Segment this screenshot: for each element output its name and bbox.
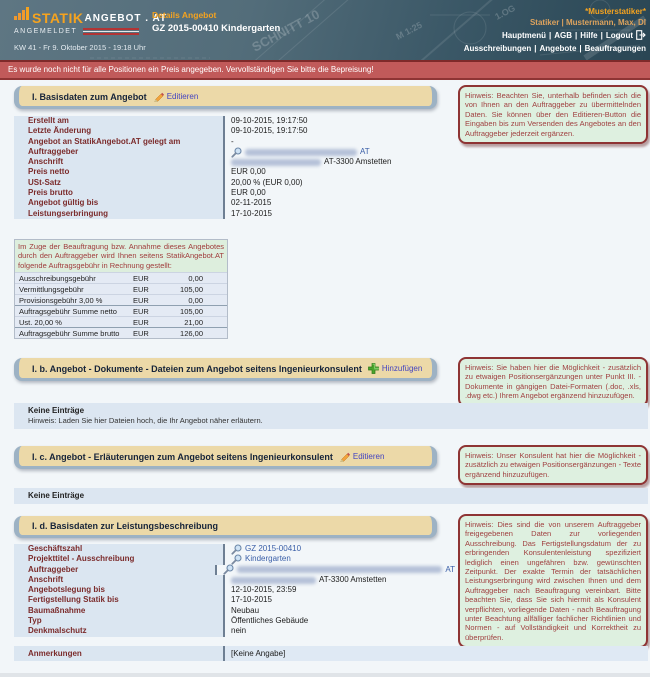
field-label: Angebotslegung bis bbox=[14, 585, 223, 595]
field-label: Baumaßnahme bbox=[14, 606, 223, 616]
field-row bbox=[14, 188, 455, 198]
field-label: Leistungserbringung bbox=[14, 209, 223, 219]
fee-row bbox=[15, 294, 227, 305]
field-value-text: 17-10-2015 bbox=[231, 595, 272, 605]
user-role-badge: *Musterstatiker* bbox=[585, 7, 646, 16]
field-value bbox=[225, 616, 455, 626]
leistungsbeschreibung-table bbox=[14, 544, 455, 637]
redacted-text bbox=[237, 566, 442, 573]
section-header-leistungsbeschreibung bbox=[14, 516, 437, 538]
redacted-text bbox=[231, 159, 321, 166]
field-value-text: 20,00 % (EUR 0,00) bbox=[231, 177, 303, 187]
field-value-text: 09-10-2015, 19:17:50 bbox=[231, 116, 308, 125]
field-value-link[interactable]: Kindergarten bbox=[245, 554, 291, 564]
fee-amount: 126,00 bbox=[180, 328, 203, 338]
field-label: Preis brutto bbox=[14, 188, 223, 198]
hint-box-leistungsbeschreibung: Hinweis: Dies sind die von unserem Auftraggeber freigegebenen Daten zur vorliegenden Ausschreibung. Das Fertigstellungsdatum der zu erbringenden Konsulentenleistung spezifiziert lediglich einen ungefähren bzw. gewünschten Zeitpunkt. Der exakte Termin der tatsächlichen Leistungserbringung wird zwischen Ihnen und dem Auftraggeber nach Beauftragung vereinbart. Bitte beachten Sie, dass Sie sich hiermit als Konsulent verpflichten, vorliegende Daten - nach Beauftragung unter Beachtung allfälliger fachlicher Richtlinien und Normen - auf Vollständigkeit und Korrektheit zu überprüfen. bbox=[458, 514, 648, 648]
primary-nav bbox=[464, 30, 646, 42]
field-value-text: 02-11-2015 bbox=[231, 198, 272, 208]
page-subtitle: GZ 2015-00410 Kindergarten bbox=[152, 23, 281, 34]
field-value-text: 12-10-2015, 23:59 bbox=[231, 585, 297, 595]
fee-intro-text: Im Zuge der Beauftragung bzw. Annahme dieses Angebotes durch den Auftraggeber wird Ihnen seitens StatikAngebot.AT folgende Auftragsgebühr in Rechnung gestellt: bbox=[15, 240, 227, 272]
nav-link-hilfe[interactable]: Hilfe bbox=[580, 31, 598, 40]
fee-amount: 105,00 bbox=[180, 284, 203, 294]
field-label: Auftraggeber bbox=[14, 147, 223, 157]
field-label: USt-Satz bbox=[14, 178, 223, 188]
field-label: Preis netto bbox=[14, 167, 223, 177]
fee-row bbox=[15, 327, 227, 338]
fee-label: Auftragsgebühr Summe brutto bbox=[19, 328, 120, 338]
pencil-icon[interactable] bbox=[153, 91, 164, 102]
field-value-text: 17-10-2015 bbox=[231, 208, 272, 218]
empty-entries-row-erlaeuterungen bbox=[14, 488, 648, 504]
field-row bbox=[14, 544, 455, 554]
fee-amount: 0,00 bbox=[188, 295, 203, 305]
add-button[interactable]: Hinzufügen bbox=[381, 364, 423, 373]
field-value-text: Neubau bbox=[231, 605, 260, 615]
field-value-text: AT bbox=[445, 564, 455, 574]
field-row bbox=[14, 167, 455, 177]
field-value bbox=[225, 147, 455, 157]
fee-currency: EUR bbox=[133, 273, 149, 283]
fee-row bbox=[15, 316, 227, 327]
field-value bbox=[225, 554, 455, 564]
fee-amount: 105,00 bbox=[180, 306, 203, 316]
logo-link[interactable] bbox=[14, 9, 167, 52]
remarks-row bbox=[14, 646, 648, 661]
basisdaten-angebot-table bbox=[14, 116, 455, 219]
field-label: Anmerkungen bbox=[14, 646, 223, 661]
field-row bbox=[14, 147, 455, 157]
field-value bbox=[225, 137, 455, 147]
section-header-erlaeuterungen bbox=[14, 446, 437, 469]
field-value-text: - bbox=[231, 136, 234, 146]
field-value bbox=[225, 178, 455, 188]
fee-currency: EUR bbox=[133, 328, 149, 338]
field-value-text: AT-3300 Amstetten bbox=[319, 574, 387, 584]
page-title: Details Angebot bbox=[152, 10, 217, 20]
main-content bbox=[0, 80, 650, 677]
nav-separator: | bbox=[549, 31, 552, 40]
section-title: I. b. Angebot - Dokumente - Dateien zum Angebot seitens Ingenieurkonsulent bbox=[32, 363, 362, 374]
edit-button[interactable]: Editieren bbox=[166, 92, 199, 101]
fee-row bbox=[15, 283, 227, 294]
fee-label: Ust. 20,00 % bbox=[19, 317, 62, 327]
fee-currency: EUR bbox=[133, 317, 149, 327]
nav-link-logout[interactable]: Logout bbox=[605, 31, 633, 40]
fee-label: Auftragsgebühr Summe netto bbox=[19, 306, 117, 316]
field-value bbox=[225, 116, 455, 126]
field-label: Letzte Änderung bbox=[14, 126, 223, 136]
svg-text:SCHNITT 10: SCHNITT 10 bbox=[249, 6, 323, 55]
field-label: Projekttitel - Ausschreibung bbox=[14, 554, 223, 564]
bottom-edge bbox=[0, 673, 650, 677]
field-value bbox=[225, 606, 455, 616]
nav-link-hauptmenü[interactable]: Hauptmenü bbox=[502, 31, 547, 40]
empty-entries-title: Keine Einträge bbox=[28, 491, 85, 500]
field-value bbox=[225, 209, 455, 219]
field-label: Auftraggeber bbox=[14, 565, 215, 575]
field-row bbox=[14, 575, 455, 585]
field-value bbox=[225, 585, 455, 595]
nav-link-angebote[interactable]: Angebote bbox=[539, 44, 577, 53]
field-value bbox=[217, 565, 455, 575]
field-row bbox=[14, 606, 455, 616]
bar-chart-logo-icon bbox=[14, 6, 29, 25]
field-row bbox=[14, 116, 455, 126]
secondary-nav bbox=[464, 44, 646, 53]
field-label: Fertigstellung Statik bis bbox=[14, 595, 223, 605]
field-label: Geschäftszahl bbox=[14, 544, 223, 554]
field-label: Angebot an StatikAngebot.AT gelegt am bbox=[14, 137, 223, 147]
field-label: Anschrift bbox=[14, 575, 223, 585]
field-row bbox=[14, 616, 455, 626]
nav-link-agb[interactable]: AGB bbox=[554, 31, 573, 40]
date-time-label: KW 41 - Fr 9. Oktober 2015 - 19:18 Uhr bbox=[14, 43, 146, 52]
fee-row bbox=[15, 305, 227, 316]
field-value bbox=[225, 126, 455, 136]
magnifier-icon[interactable] bbox=[231, 147, 242, 158]
hint-box-dokumente: Hinweis: Sie haben hier die Möglichkeit - zusätzlich zu etwaigen Positionsergänzungen unter Punkt III. - Dokumente in gängigen Datei-Formaten (.doc, .xls, .dwg etc.) Ihrem Angebot ergänzend hinzuzufügen. bbox=[458, 357, 648, 407]
fee-currency: EUR bbox=[133, 306, 149, 316]
section-title: I. d. Basisdaten zur Leistungsbeschreibung bbox=[32, 521, 219, 531]
field-value-text: Öffentliches Gebäude bbox=[231, 616, 309, 626]
app-header bbox=[0, 0, 650, 60]
field-label: Angebot gültig bis bbox=[14, 198, 223, 208]
field-row bbox=[14, 565, 455, 575]
field-value bbox=[225, 575, 455, 585]
field-value bbox=[225, 595, 455, 605]
fee-amount: 21,00 bbox=[184, 317, 203, 327]
logout-icon[interactable] bbox=[636, 30, 646, 42]
fee-label: Ausschreibungsgebühr bbox=[19, 273, 96, 283]
field-row bbox=[14, 209, 455, 219]
field-value bbox=[225, 626, 455, 636]
add-plus-icon[interactable] bbox=[368, 363, 379, 374]
edit-button[interactable]: Editieren bbox=[352, 452, 385, 461]
field-label: Denkmalschutz bbox=[14, 626, 223, 636]
nav-link-ausschreibungen[interactable]: Ausschreibungen bbox=[463, 44, 532, 53]
field-value-link[interactable]: GZ 2015-00410 bbox=[245, 544, 302, 553]
field-value bbox=[225, 188, 455, 198]
alert-bar bbox=[0, 60, 650, 80]
brand-name-angebot: ANGEBOT . AT bbox=[84, 13, 168, 24]
field-row bbox=[14, 157, 455, 167]
field-value-text: 09-10-2015, 19:17:50 bbox=[231, 126, 308, 136]
field-value-text: nein bbox=[231, 626, 247, 636]
alert-text: Es wurde noch nicht für alle Positionen ein Preis angegeben. Vervollständigen Sie bitte die Bepreisung! bbox=[8, 65, 374, 74]
hint-box-basisdaten: Hinweis: Beachten Sie, unterhalb befinden sich die von Ihnen an den Auftraggeber zu übermittelnden Daten. Sie können über den Editieren-Button die Eingaben bis zum Versenden des Angebotes an den Auftraggeber jederzeit ergänzen. bbox=[458, 85, 648, 144]
svg-text:M 1:25: M 1:25 bbox=[394, 19, 424, 42]
section-header-dokumente bbox=[14, 358, 437, 381]
fee-label: Provisionsgebühr 3,00 % bbox=[19, 295, 103, 305]
empty-entries-row-dokumente bbox=[14, 403, 648, 429]
field-row bbox=[14, 198, 455, 208]
hint-box-erlaeuterungen: Hinweis: Unser Konsulent hat hier die Möglichkeit - zusätzlich zu etwaigen Positionsergänzungen - Texte ergänzend hinzuzufügen. bbox=[458, 445, 648, 485]
logged-in-label: ANGEMELDET bbox=[14, 28, 78, 35]
section-title: I. c. Angebot - Erläuterungen zum Angebot seitens Ingenieurkonsulent bbox=[32, 451, 333, 462]
magnifier-icon[interactable] bbox=[223, 564, 234, 575]
user-identity: Statiker | Mustermann, Max, DI bbox=[529, 18, 646, 27]
field-label: Typ bbox=[14, 616, 223, 626]
field-row bbox=[14, 595, 455, 605]
field-label: Erstellt am bbox=[14, 116, 223, 126]
remarks-value: [Keine Angabe] bbox=[225, 646, 648, 661]
nav-separator: | bbox=[579, 44, 582, 53]
nav-separator: | bbox=[600, 31, 603, 40]
field-row bbox=[14, 626, 455, 636]
field-value-text: EUR 0,00 bbox=[231, 188, 266, 198]
field-value-text: EUR 0,00 bbox=[231, 167, 266, 177]
field-value-text: AT-3300 Amstetten bbox=[324, 157, 392, 167]
nav-separator: | bbox=[575, 31, 578, 40]
field-label: Anschrift bbox=[14, 157, 223, 167]
field-value bbox=[225, 544, 455, 554]
fee-box bbox=[14, 239, 228, 339]
field-row bbox=[14, 137, 455, 147]
nav-link-beauftragungen[interactable]: Beauftragungen bbox=[584, 44, 646, 53]
field-row bbox=[14, 585, 455, 595]
fee-currency: EUR bbox=[133, 284, 149, 294]
redacted-text bbox=[245, 149, 357, 156]
fee-row bbox=[15, 272, 227, 283]
field-value bbox=[225, 198, 455, 208]
fee-currency: EUR bbox=[133, 295, 149, 305]
section-header-basisdaten-angebot bbox=[14, 86, 437, 109]
field-row bbox=[14, 126, 455, 136]
field-row bbox=[14, 178, 455, 188]
field-row bbox=[14, 554, 455, 564]
fee-amount: 0,00 bbox=[188, 273, 203, 283]
svg-text:1.OG: 1.OG bbox=[493, 2, 517, 22]
brand-name-statik: STATIK bbox=[32, 10, 84, 26]
empty-entries-hint: Hinweis: Laden Sie hier Dateien hoch, die Ihr Angebot näher erläutern. bbox=[28, 416, 263, 425]
flag-stripes-decoration bbox=[83, 28, 139, 35]
redacted-text bbox=[231, 577, 316, 584]
field-value bbox=[225, 167, 455, 177]
pencil-icon[interactable] bbox=[339, 451, 350, 462]
section-title: I. Basisdaten zum Angebot bbox=[32, 91, 147, 102]
fee-label: Vermittlungsgebühr bbox=[19, 284, 84, 294]
nav-separator: | bbox=[534, 44, 537, 53]
field-value bbox=[225, 157, 455, 167]
field-value-text: AT bbox=[360, 146, 370, 156]
empty-entries-title: Keine Einträge bbox=[28, 406, 85, 415]
